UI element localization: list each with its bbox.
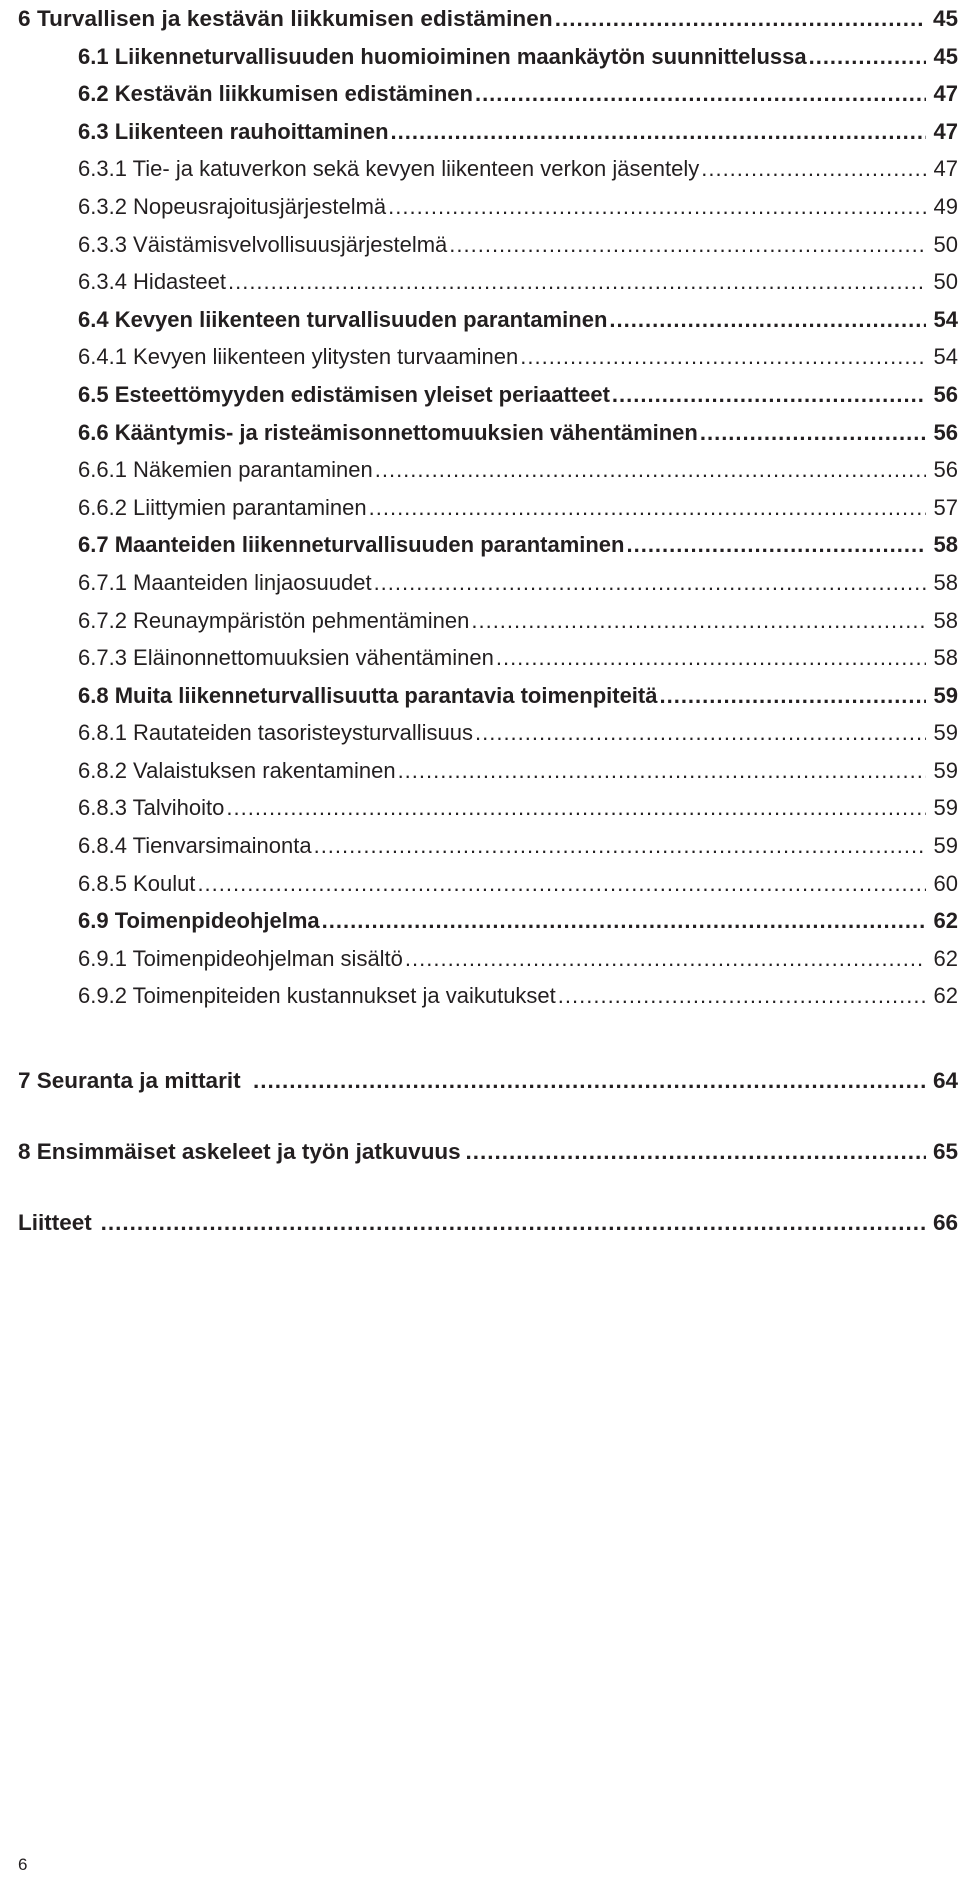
toc-entry-page: 65	[932, 1139, 958, 1164]
dot-leader	[322, 902, 926, 940]
dot-leader	[555, 0, 926, 38]
toc-entry-page: 59	[933, 757, 958, 783]
toc-entry-title: 6.9 Toimenpideohjelma	[78, 908, 320, 934]
toc-entry[interactable]	[18, 113, 958, 151]
toc-entry[interactable]	[18, 188, 958, 226]
toc-entry-title: Liitteet	[18, 1210, 92, 1235]
toc-entry-title: 6.8.1 Rautateiden tasoristeysturvallisuus	[78, 720, 473, 746]
toc-entry[interactable]	[18, 865, 958, 903]
toc-entry[interactable]	[18, 602, 958, 640]
toc-entry-title: 6.7.1 Maanteiden linjaosuudet	[78, 569, 372, 595]
dot-leader	[475, 75, 926, 113]
toc-chapter-8[interactable]	[18, 1133, 958, 1171]
toc-entry-page: 59	[933, 833, 958, 859]
toc-entry[interactable]	[18, 75, 958, 113]
toc-entry-page: 47	[933, 156, 958, 182]
toc-entry-title: 6.6.1 Näkemien parantaminen	[78, 457, 373, 483]
dot-leader	[700, 414, 926, 452]
dot-leader	[612, 376, 926, 414]
toc-chapter-7[interactable]	[18, 1062, 958, 1100]
toc-entry[interactable]	[18, 376, 958, 414]
toc-entry-page: 62	[933, 945, 958, 971]
toc-entry-page: 45	[933, 43, 958, 69]
dot-leader	[449, 226, 926, 264]
toc-entry-title: 6.9.1 Toimenpideohjelman sisältö	[78, 945, 403, 971]
dot-leader	[253, 1062, 926, 1100]
toc-entry-title: 8 Ensimmäiset askeleet ja työn jatkuvuus	[18, 1139, 461, 1164]
toc-entry-title: 6.6.2 Liittymien parantaminen	[78, 494, 367, 520]
toc-entry-page: 58	[933, 645, 958, 671]
toc-entry[interactable]	[18, 977, 958, 1015]
toc-entry[interactable]	[18, 827, 958, 865]
toc-entry-page: 54	[933, 344, 958, 370]
toc-entry-title: 6.2 Kestävän liikkumisen edistäminen	[78, 81, 473, 107]
dot-leader	[101, 1204, 926, 1242]
toc-entry[interactable]	[18, 752, 958, 790]
toc-entry[interactable]	[18, 639, 958, 677]
toc-entry-page: 62	[933, 908, 958, 934]
toc-entry-page: 59	[933, 795, 958, 821]
toc-entry-title: 6.8.4 Tienvarsimainonta	[78, 833, 312, 859]
dot-leader	[374, 564, 926, 602]
dot-leader	[228, 263, 926, 301]
dot-leader	[701, 150, 926, 188]
toc-appendices[interactable]	[18, 1204, 958, 1242]
toc-entry-title: 6.3.1 Tie- ja katuverkon sekä kevyen liikenteen verkon jäsentely	[78, 156, 700, 182]
dot-leader	[398, 752, 926, 790]
toc-entry-title: 6.6 Kääntymis- ja risteämisonnettomuuksien vähentäminen	[78, 419, 698, 445]
toc-entry[interactable]	[18, 714, 958, 752]
toc-entry[interactable]	[18, 489, 958, 527]
toc-entry[interactable]	[18, 451, 958, 489]
toc-entry-title: 6.7.3 Eläinonnettomuuksien vähentäminen	[78, 645, 494, 671]
dot-leader	[226, 789, 926, 827]
toc-entry-title: 6.7 Maanteiden liikenneturvallisuuden parantaminen	[78, 532, 625, 558]
dot-leader	[465, 1133, 926, 1171]
dot-leader	[626, 526, 926, 564]
dot-leader	[197, 865, 926, 903]
toc-entry-page: 56	[933, 381, 958, 407]
dot-leader	[471, 602, 926, 640]
toc-entry[interactable]	[18, 338, 958, 376]
toc-entry-title: 6.8 Muita liikenneturvallisuutta parantavia toimenpiteitä	[78, 682, 658, 708]
toc-entry[interactable]	[18, 940, 958, 978]
toc-entry-title: 6.5 Esteettömyyden edistämisen yleiset periaatteet	[78, 381, 610, 407]
toc-entry-title: 6.8.5 Koulut	[78, 870, 196, 896]
dot-leader	[558, 977, 926, 1015]
toc-entry-page: 49	[933, 193, 958, 219]
toc-entry-title: 6.3.4 Hidasteet	[78, 269, 226, 295]
toc-entry[interactable]	[18, 414, 958, 452]
dot-leader	[405, 940, 926, 978]
toc-entry-page: 64	[932, 1068, 958, 1093]
toc-entry[interactable]	[18, 789, 958, 827]
toc-entry-title: 6.4.1 Kevyen liikenteen ylitysten turvaaminen	[78, 344, 519, 370]
toc-entry-title: 6.7.2 Reunaympäristön pehmentäminen	[78, 607, 470, 633]
toc-entry-title: 6.9.2 Toimenpiteiden kustannukset ja vaikutukset	[78, 983, 556, 1009]
toc-entry-title: 6.4 Kevyen liikenteen turvallisuuden parantaminen	[78, 306, 608, 332]
toc-entry[interactable]	[18, 526, 958, 564]
dot-leader	[314, 827, 926, 865]
dot-leader	[496, 639, 926, 677]
toc-entry-page: 59	[933, 682, 958, 708]
toc-entry-title: 6.3.2 Nopeusrajoitusjärjestelmä	[78, 193, 387, 219]
dot-leader	[809, 38, 926, 76]
toc-entry-page: 50	[933, 231, 958, 257]
toc-entry-title: 6.8.3 Talvihoito	[78, 795, 225, 821]
dot-leader	[391, 113, 926, 151]
toc-entry[interactable]	[18, 263, 958, 301]
toc-entry-page: 56	[933, 457, 958, 483]
toc-entry[interactable]	[18, 38, 958, 76]
dot-leader	[388, 188, 926, 226]
toc-entry-page: 45	[932, 6, 958, 31]
page-number: 6	[18, 1855, 28, 1874]
dot-leader	[520, 338, 926, 376]
table-of-contents	[18, 0, 958, 1015]
toc-entry-page: 58	[933, 532, 958, 558]
toc-entry-title: 6 Turvallisen ja kestävän liikkumisen edistäminen	[18, 6, 553, 31]
toc-entry-title: 7 Seuranta ja mittarit	[18, 1068, 241, 1093]
toc-entry[interactable]	[18, 150, 958, 188]
toc-entry-page: 56	[933, 419, 958, 445]
dot-leader	[375, 451, 926, 489]
toc-entry-title: 6.3.3 Väistämisvelvollisuusjärjestelmä	[78, 231, 448, 257]
dot-leader	[659, 677, 926, 715]
toc-entry-page: 47	[933, 118, 958, 144]
dot-leader	[369, 489, 926, 527]
toc-entry[interactable]	[18, 226, 958, 264]
toc-entry[interactable]	[18, 0, 958, 38]
toc-entry-page: 57	[933, 494, 958, 520]
toc-entry-title: 6.3 Liikenteen rauhoittaminen	[78, 118, 389, 144]
toc-entry-page: 58	[933, 569, 958, 595]
toc-entry-page: 66	[932, 1210, 958, 1235]
toc-entry-title: 6.8.2 Valaistuksen rakentaminen	[78, 757, 396, 783]
toc-entry[interactable]	[18, 301, 958, 339]
toc-entry-page: 58	[933, 607, 958, 633]
toc-entry-title: 6.1 Liikenneturvallisuuden huomioiminen maankäytön suunnittelussa	[78, 43, 807, 69]
toc-entry-page: 54	[933, 306, 958, 332]
toc-entry-page: 50	[933, 269, 958, 295]
dot-leader	[475, 714, 926, 752]
toc-entry[interactable]	[18, 677, 958, 715]
toc-entry-page: 60	[933, 870, 958, 896]
toc-entry-page: 47	[933, 81, 958, 107]
toc-entry[interactable]	[18, 564, 958, 602]
toc-entry[interactable]	[18, 902, 958, 940]
dot-leader	[609, 301, 926, 339]
toc-entry-page: 59	[933, 720, 958, 746]
toc-entry-page: 62	[933, 983, 958, 1009]
